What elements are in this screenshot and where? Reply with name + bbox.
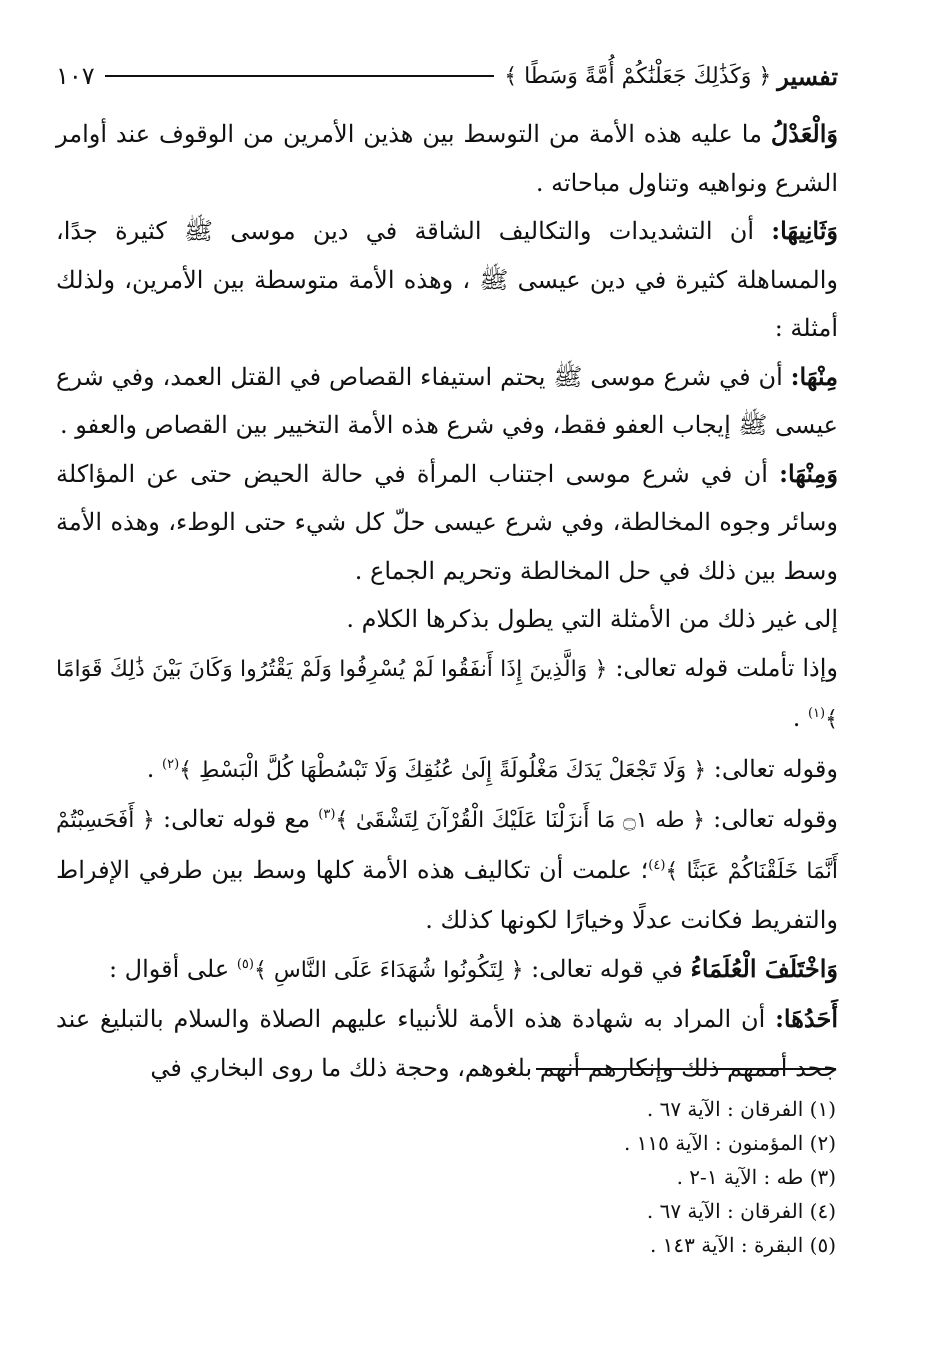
footnote: (١) الفرقان : الآية ٦٧ . [646, 1097, 836, 1121]
paragraph-lead: وَثَانِيهَا: [771, 216, 838, 245]
running-header [56, 52, 838, 100]
quran-verse: ﴿ وَلَا تَجْعَلْ يَدَكَ مَغْلُولَةً إِلَىٰ عُنُقِكَ وَلَا تَبْسُطْهَا كُلَّ الْبَسْطِ ﴾ [179, 757, 707, 783]
footnote-ref: (٢) [162, 756, 180, 772]
footnote: (٤) الفرقان : الآية ٦٧ . [646, 1199, 836, 1223]
verse-connector: مع قوله تعالى: [154, 805, 319, 833]
page-number: ١٠٧ [56, 62, 95, 90]
header-verse: ﴿ وَكَذَٰلِكَ جَعَلْنَٰكُمْ أُمَّةً وَسَطًا ﴾ [504, 63, 772, 89]
paragraph-verse-3 [56, 795, 838, 945]
paragraph [56, 995, 838, 1092]
verse-intro: في قوله تعالى: [523, 954, 691, 983]
quran-verse: ﴿ وَالَّذِينَ إِذَا أَنفَقُوا لَمْ يُسْرِفُوا وَلَمْ يَقْتُرُوا وَكَانَ بَيْنَ ذَٰلِكَ قَوَامًا ﴾ [56, 656, 838, 732]
verse-intro: وإذا تأملت قوله تعالى: [607, 653, 838, 682]
verse-intro: وقوله تعالى: [706, 754, 838, 783]
verse-conclusion: ؛ علمت أن تكاليف هذه الأمة كلها وسط بين طرفي الإفراط والتفريط فكانت عدلًا وخيارًا لكونها كذلك . [56, 855, 838, 934]
paragraph-text: أن في شرع موسى اجتناب المرأة في حالة الحيض حتى عن المؤاكلة وسائر وجوه المخالطة، وفي شرع عيسى حلّ كل شيء حتى الوطء، وهذه الأمة وسط بين ذلك في حل المخالطة وتحريم الجماع . [56, 459, 838, 585]
paragraph-verse-1: وإذا تأملت قوله تعالى: ﴿ وَالَّذِينَ إِذَا أَنفَقُوا لَمْ يُسْرِفُوا وَلَمْ يَقْتُرُوا وَكَانَ بَيْنَ ذَٰلِكَ قَوَامًا ﴾$^{(١)}$ . [56, 653, 838, 732]
paragraph-lead: وَالْعَدْلُ [770, 119, 838, 148]
footnote-ref: (٥) [236, 956, 254, 972]
quran-verse: ﴿ أَفَحَسِبْتُمْ أَنَّمَا خَلَقْنَاكُمْ عَبَثًا ﴾ [56, 808, 838, 884]
paragraph [56, 207, 838, 353]
paragraph-lead: أَحَدُهَا: [775, 1004, 838, 1033]
paragraph [56, 110, 838, 207]
paragraph [56, 353, 838, 450]
header-title: تفسير [777, 61, 838, 91]
verse-intro: وقوله تعالى: [704, 805, 838, 833]
paragraph-text: أن التشديدات والتكاليف الشاقة في دين موسى ﷺ كثيرة جدًا، والمساهلة كثيرة في دين عيسى ﷺ ، وهذه الأمة متوسطة بين الأمرين، ولذلك أمثلة : [56, 217, 838, 342]
footnote: (٣) طه : الآية ١-٢ . [676, 1165, 836, 1189]
footnote: (٥) البقرة : الآية ١٤٣ . [649, 1233, 836, 1257]
quran-verse: ﴿ لِتَكُونُوا شُهَدَاءَ عَلَى النَّاسِ ﴾ [253, 957, 524, 983]
footnote-ref: (١) [807, 706, 826, 721]
page [56, 52, 838, 1092]
header-rule [105, 75, 495, 77]
paragraph-lead: مِنْهَا: [790, 361, 838, 391]
paragraph-verse-2: وقوله تعالى: ﴿ وَلَا تَجْعَلْ يَدَكَ مَغْلُولَةً إِلَىٰ عُنُقِكَ وَلَا تَبْسُطْهَا كُلَّ الْبَسْطِ ﴾$^{(٢)}$ . [146, 754, 838, 783]
paragraph [56, 945, 838, 996]
paragraph-text: أن المراد به شهادة هذه الأمة للأنبياء عليهم الصلاة والسلام بالتبليغ عند جحد أممهم ذلك وإنكارهم أنهم بلغوهم، وحجة ذلك ما روى البخاري في [56, 1005, 838, 1082]
footnotes [336, 1092, 836, 1262]
paragraph-text: ما عليه هذه الأمة من التوسط بين هذين الأمرين من الوقوف عند أوامر الشرع ونواهيه وتناول مباحاته . [56, 120, 838, 197]
paragraph-text: أن في شرع موسى ﷺ يحتم استيفاء القصاص في القتل العمد، وفي شرع عيسى ﷺ إيجاب العفو فقط، وفي شرع هذه الأمة التخيير بين القصاص والعفو . [56, 362, 838, 439]
main-text [56, 110, 838, 1092]
paragraph-text: إلى غير ذلك من الأمثلة التي يطول بذكرها الكلام . [346, 605, 838, 633]
paragraph-lead: وَاخْتَلَفَ الْعُلَمَاءُ [690, 953, 838, 983]
footnote-ref: (٤) [648, 857, 666, 873]
paragraph [56, 450, 838, 596]
quran-verse: ﴿ طه ۝١ مَا أَنزَلْنَا عَلَيْكَ الْقُرْآنَ لِتَشْقَىٰ ﴾ [335, 808, 705, 833]
footnote-separator [536, 1068, 836, 1070]
paragraph-text: على أقوال : [108, 954, 237, 983]
paragraph-lead: وَمِنْهَا: [779, 458, 838, 488]
footnote: (٢) المؤمنون : الآية ١١٥ . [623, 1131, 836, 1155]
paragraph [56, 595, 838, 644]
footnote-ref: (٣) [318, 807, 336, 822]
